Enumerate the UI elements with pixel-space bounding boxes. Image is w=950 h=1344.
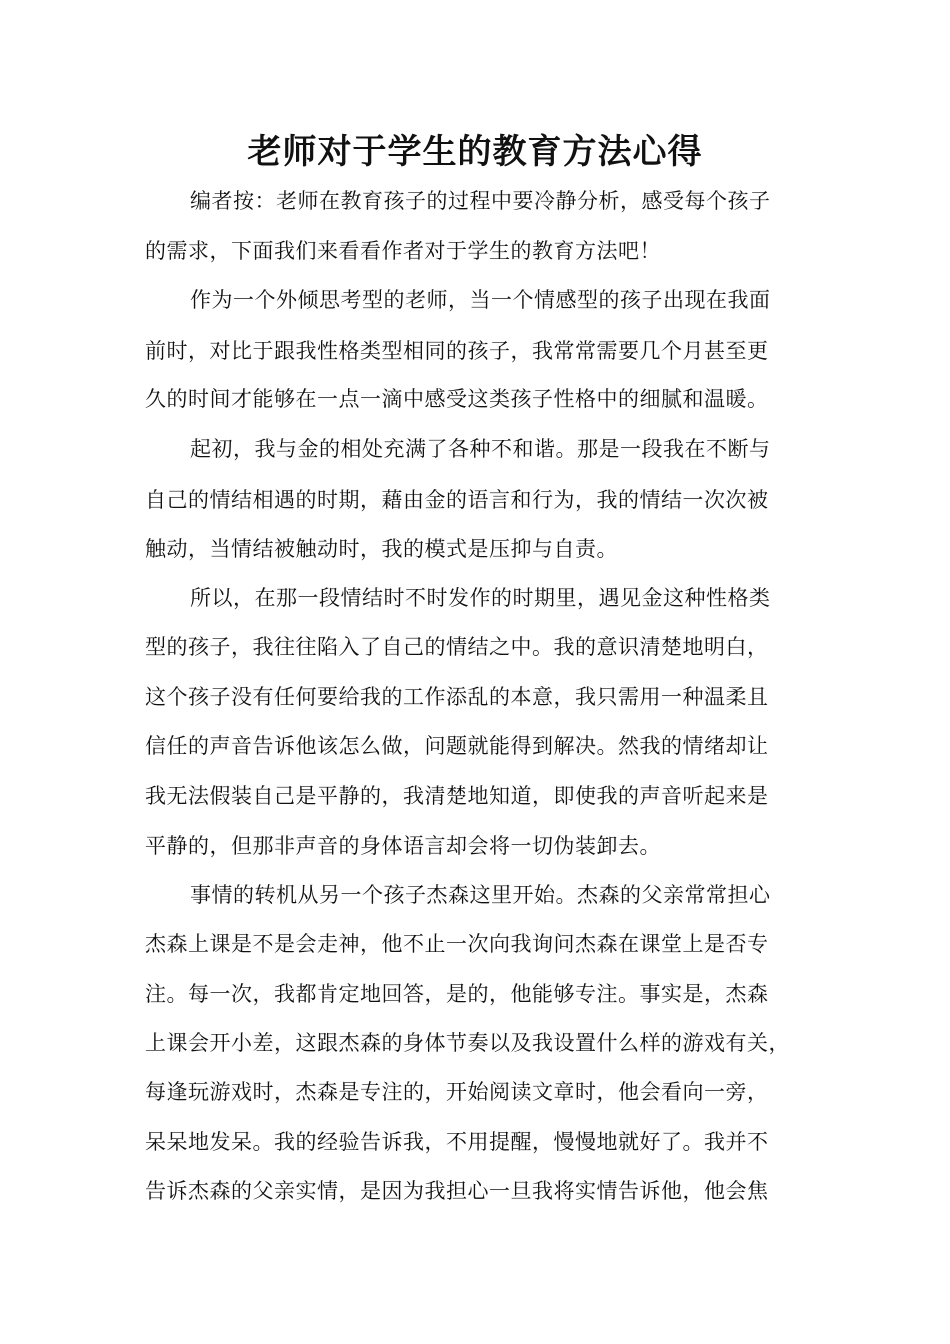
paragraph-line: 杰森上课是不是会走神，他不止一次向我询问杰森在课堂上是否专 xyxy=(145,932,769,956)
paragraph-line: 我无法假装自己是平静的，我清楚地知道，即使我的声音听起来是 xyxy=(145,784,769,808)
paragraph-line: 前时，对比于跟我性格类型相同的孩子，我常常需要几个月甚至更 xyxy=(145,339,769,363)
paragraph-line: 呆呆地发呆。我的经验告诉我，不用提醒，慢慢地就好了。我并不 xyxy=(145,1130,769,1154)
paragraph-line: 久的时间才能够在一点一滴中感受这类孩子性格中的细腻和温暖。 xyxy=(145,387,769,411)
paragraph-line: 告诉杰森的父亲实情，是因为我担心一旦我将实情告诉他，他会焦 xyxy=(145,1179,769,1203)
page-title: 老师对于学生的教育方法心得 xyxy=(247,132,703,172)
paragraph-line: 上课会开小差，这跟杰森的身体节奏以及我设置什么样的游戏有关， xyxy=(145,1031,790,1055)
paragraph-line: 编者按：老师在教育孩子的过程中要冷静分析，感受每个孩子 xyxy=(190,189,771,213)
paragraph-line: 所以，在那一段情结时不时发作的时期里，遇见金这种性格类 xyxy=(190,586,771,610)
paragraph-line: 信任的声音告诉他该怎么做，问题就能得到解决。然我的情绪却让 xyxy=(145,734,769,758)
paragraph-line: 触动，当情结被触动时，我的模式是压抑与自责。 xyxy=(145,537,618,561)
paragraph-line: 这个孩子没有任何要给我的工作添乱的本意，我只需用一种温柔且 xyxy=(145,685,769,709)
paragraph-line: 平静的，但那非声音的身体语言却会将一切伪装卸去。 xyxy=(145,834,661,858)
paragraph-line: 作为一个外倾思考型的老师，当一个情感型的孩子出现在我面 xyxy=(190,288,771,312)
paragraph-line: 自己的情结相遇的时期，藉由金的语言和行为，我的情结一次次被 xyxy=(145,488,769,512)
paragraph-line: 型的孩子，我往往陷入了自己的情结之中。我的意识清楚地明白， xyxy=(145,635,769,659)
paragraph-line: 每逢玩游戏时，杰森是专注的，开始阅读文章时，他会看向一旁， xyxy=(145,1080,769,1104)
paragraph-line: 起初，我与金的相处充满了各种不和谐。那是一段我在不断与 xyxy=(190,437,771,461)
paragraph-line: 的需求，下面我们来看看作者对于学生的教育方法吧！ xyxy=(145,239,661,263)
paragraph-line: 事情的转机从另一个孩子杰森这里开始。杰森的父亲常常担心 xyxy=(190,883,771,907)
paragraph-line: 注。每一次，我都肯定地回答，是的，他能够专注。事实是，杰森 xyxy=(145,982,769,1006)
